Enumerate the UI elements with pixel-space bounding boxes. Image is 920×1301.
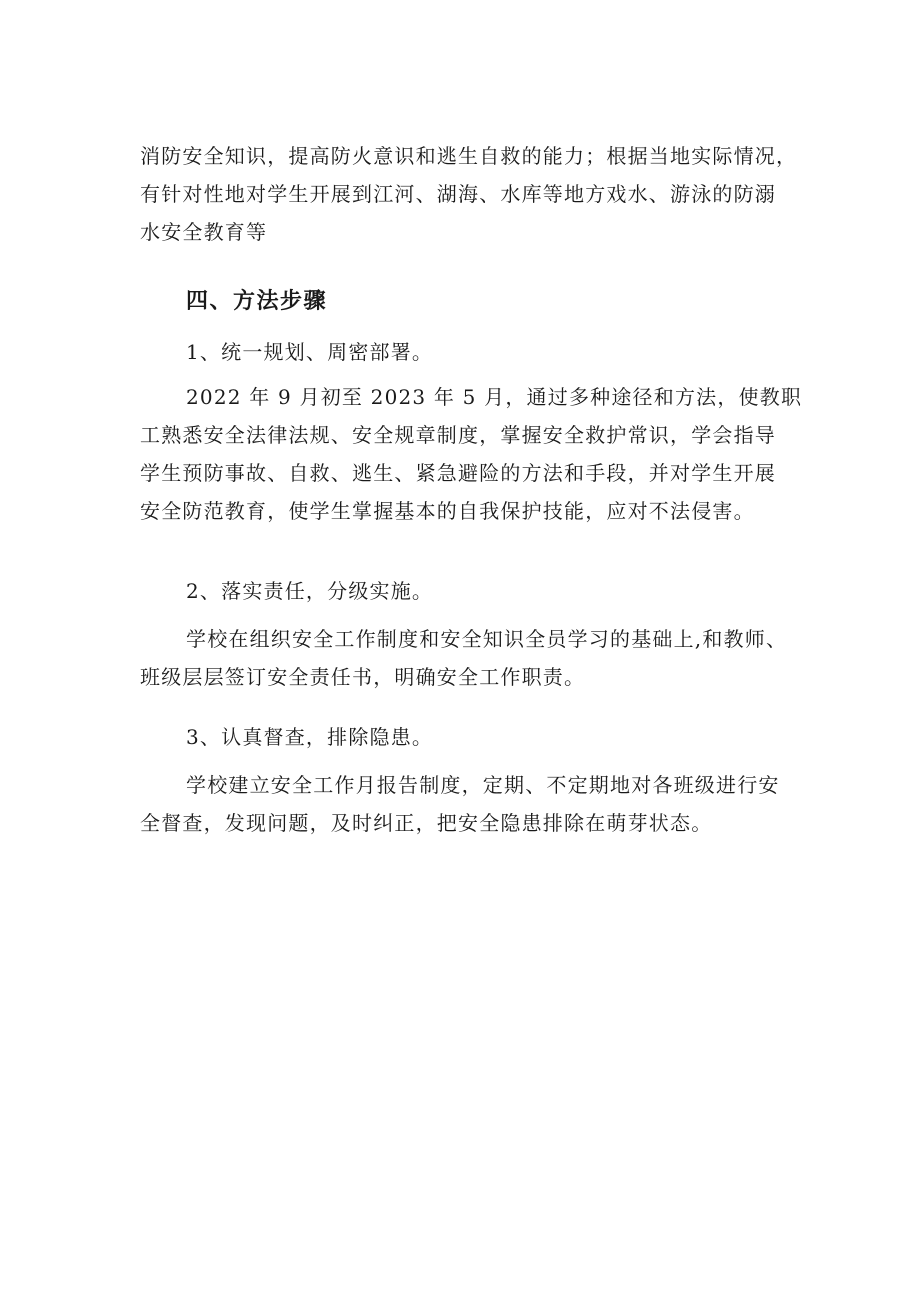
paragraph-line: 有针对性地对学生开展到江河、湖海、水库等地方戏水、游泳的防溺 <box>140 182 776 206</box>
paragraph-line: 学校建立安全工作月报告制度，定期、不定期地对各班级进行安 <box>186 773 780 797</box>
step1-paragraph <box>140 378 803 530</box>
paragraph-line: 学生预防事故、自救、逃生、紧急避险的方法和手段，并对学生开展 <box>140 461 776 485</box>
step3-paragraph <box>140 766 790 842</box>
step1-title <box>140 333 790 371</box>
step-title: 1、统一规划、周密部署。 <box>186 340 434 364</box>
step-title: 2、落实责任，分级实施。 <box>186 579 434 603</box>
paragraph-line: 工熟悉安全法律法规、安全规章制度，掌握安全救护常识，学会指导 <box>140 423 776 447</box>
step3-title <box>140 718 790 756</box>
paragraph-line: 安全防范教育，使学生掌握基本的自我保护技能，应对不法侵害。 <box>140 499 755 523</box>
paragraph-line: 班级层层签订安全责任书，明确安全工作职责。 <box>140 665 586 689</box>
paragraph-line: 消防安全知识，提高防火意识和逃生自救的能力；根据当地实际情况， <box>140 144 798 168</box>
section-heading: 四、方法步骤 <box>186 289 328 314</box>
step-title: 3、认真督查，排除隐患。 <box>186 725 434 749</box>
intro-paragraph <box>140 137 798 251</box>
step2-paragraph <box>140 620 790 696</box>
paragraph-line: 水安全教育等 <box>140 220 268 244</box>
step2-title <box>140 572 790 610</box>
paragraph-line: 学校在组织安全工作制度和安全知识全员学习的基础上,和教师、 <box>186 627 788 651</box>
paragraph-line: 全督查，发现问题，及时纠正，把安全隐患排除在萌芽状态。 <box>140 811 713 835</box>
paragraph-line: 2022 年 9 月初至 2023 年 5 月，通过多种途径和方法，使教职 <box>186 385 803 409</box>
